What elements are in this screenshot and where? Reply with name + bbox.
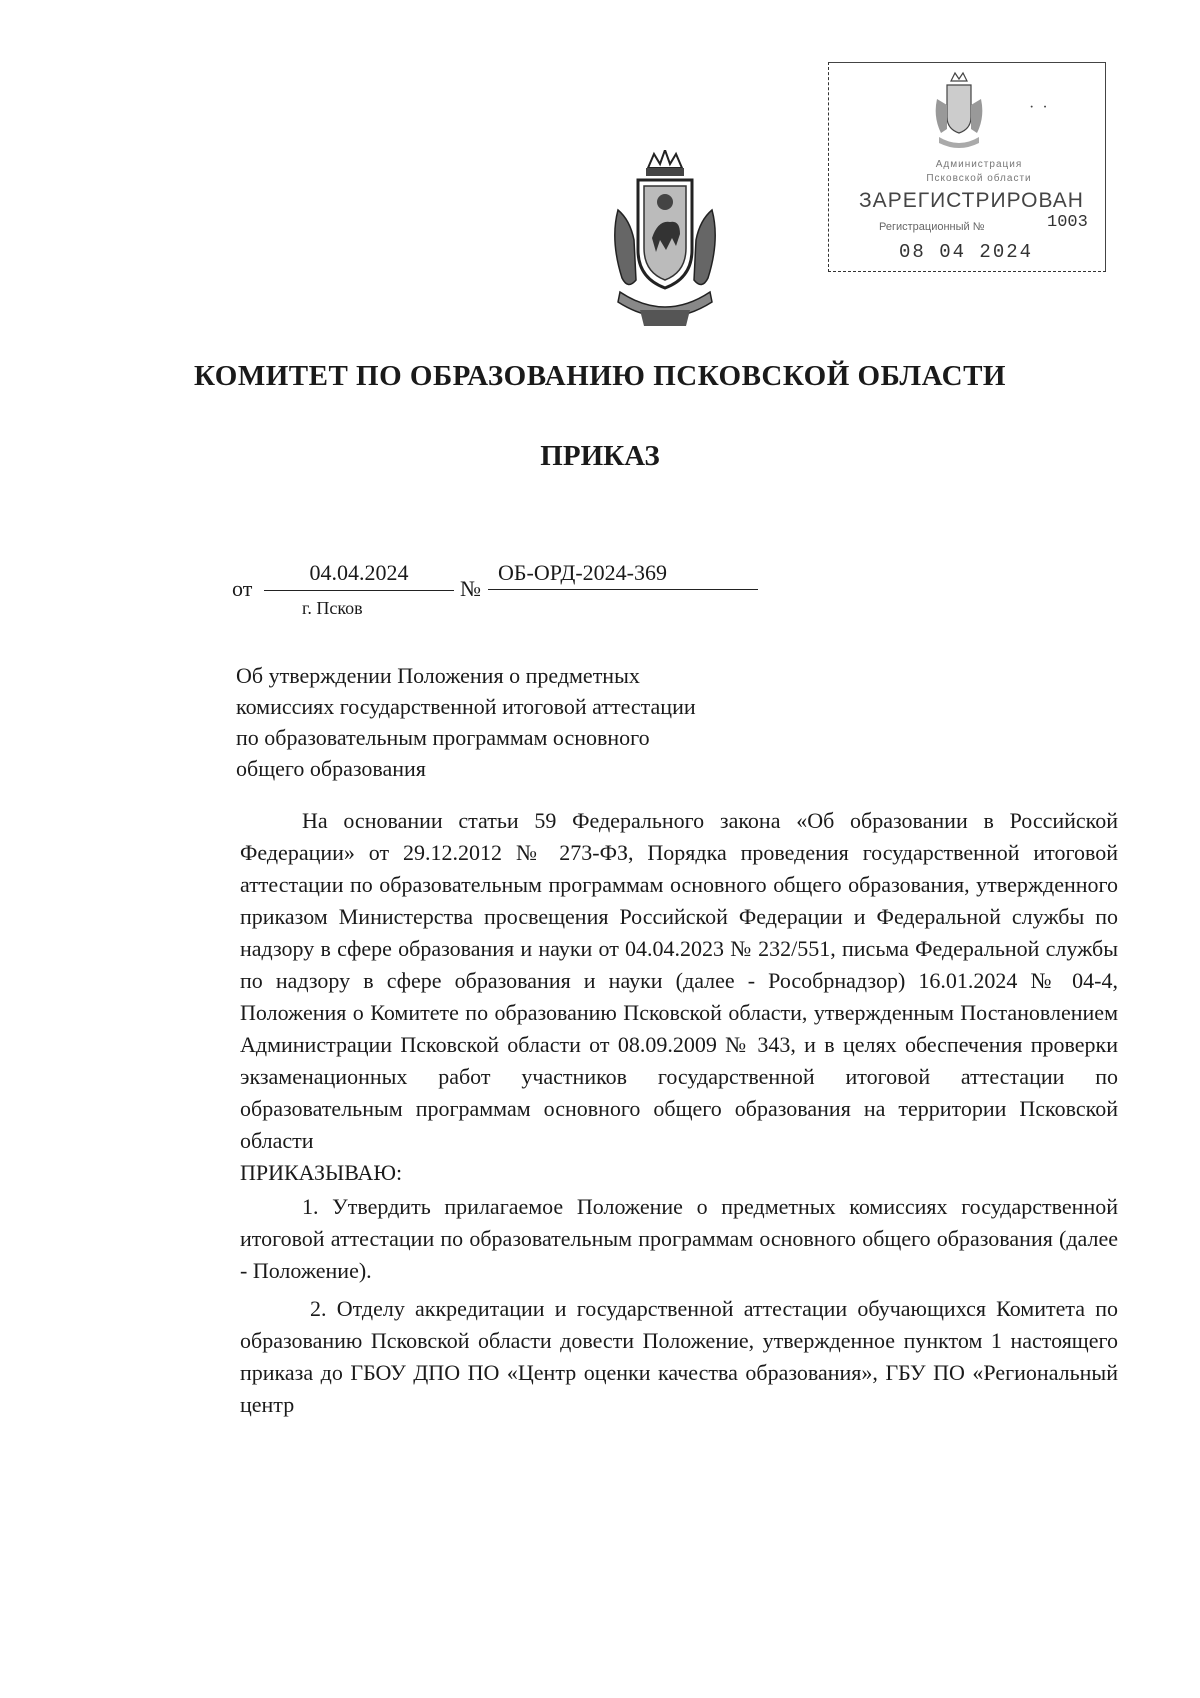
- preamble-paragraph: На основании статьи 59 Федерального закона «Об образовании в Российской Федерации» от 29.12.2012 № 273-ФЗ, Порядка проведения государственной итоговой аттестации по образовательным программам основного общего образования, утвержденного приказом Министерства просвещения Российской Федерации и Федеральной службы по надзору в сфере образования и науки от 04.04.2023 № 232/551, письма Федеральной службы по надзору в сфере образования и науки (далее - Рособрнадзор) 16.01.2024 № 04-4, Положения о Комитете по образованию Псковской области, утвержденным Постановлением Администрации Псковской области от 08.09.2009 № 343, и в целях обеспечения проверки экзаменационных работ участников государственной итоговой аттестации по образовательным программам основного общего образования на территории Псковской области: [240, 808, 1118, 1153]
- order-word: ПРИКАЗЫВАЮ:: [240, 1160, 403, 1185]
- stamp-number-label: Регистрационный №: [879, 221, 985, 233]
- stamp-marks: · ·: [1029, 99, 1048, 116]
- document-subject: [236, 660, 836, 784]
- city: г. Псков: [302, 598, 363, 618]
- document-date: 04.04.2024: [264, 560, 454, 591]
- document-type: ПРИКАЗ: [540, 440, 660, 472]
- coat-of-arms-icon: [600, 150, 730, 335]
- document-body: [240, 805, 1118, 1421]
- from-label: от: [232, 576, 253, 601]
- organization-title: КОМИТЕТ ПО ОБРАЗОВАНИЮ ПСКОВСКОЙ ОБЛАСТИ: [193, 360, 1006, 392]
- order-item-2: 2. Отделу аккредитации и государственной аттестации обучающихся Комитета по образованию Псковской области довести Положение, утвержденное пунктом 1 настоящего приказа до ГБОУ ДПО ПО «Центр оценки качества образования», ГБУ ПО «Региональный центр: [240, 1296, 1118, 1417]
- stamp-line-2: Псковской области: [926, 173, 1032, 184]
- order-item-1: 1. Утвердить прилагаемое Положение о предметных комиссиях государственной итоговой аттестации по образовательным программам основного общего образования (далее - Положение).: [240, 1194, 1118, 1283]
- document-number: ОБ-ОРД-2024-369: [488, 560, 758, 590]
- subject-line: Об утверждении Положения о предметных: [236, 663, 640, 688]
- subject-line: по образовательным программам основного: [236, 725, 650, 750]
- stamp-number: 1003: [1047, 213, 1088, 232]
- subject-line: комиссиях государственной итоговой аттестации: [236, 694, 696, 719]
- stamp-line-1: Администрация: [935, 159, 1023, 170]
- stamp-date: 08 04 2024: [899, 241, 1034, 263]
- stamp-title: ЗАРЕГИСТРИРОВАН: [859, 189, 1084, 212]
- stamp-crest-icon: [929, 71, 989, 151]
- number-label: №: [460, 576, 481, 601]
- subject-line: общего образования: [236, 756, 426, 781]
- registration-stamp: [828, 62, 1106, 272]
